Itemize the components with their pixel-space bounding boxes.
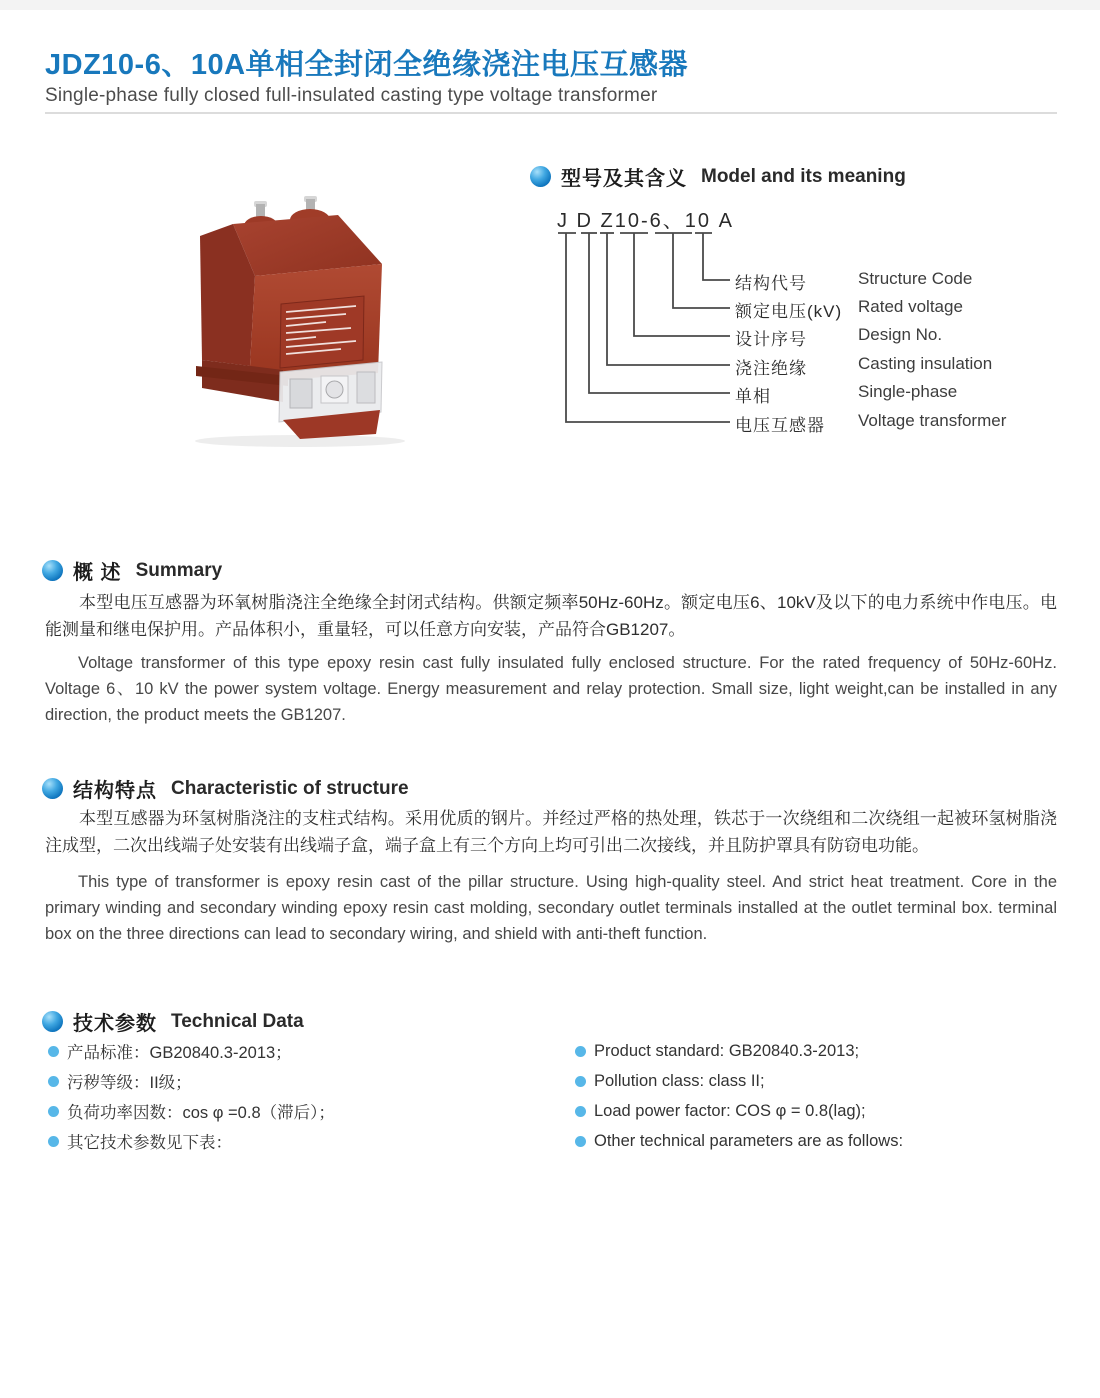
model-row	[735, 297, 1095, 319]
tech-item-cn	[48, 1070, 192, 1092]
summary-paragraph-en: Voltage transformer of this type epoxy resin cast fully insulated fully enclosed structure. For the rated frequency of 50Hz-60Hz. Voltage 6、10 kV the power system voltage. Energy measurement and relay protection. Small size, light weight,can be installed in any direction, the product meets the GB1207.	[45, 654, 1057, 724]
tech-item-text: Pollution class: class II;	[594, 1071, 765, 1090]
model-row-label-en: Structure Code	[858, 269, 973, 288]
summary-heading-cn: 概 述	[73, 562, 122, 584]
tech-item-en	[575, 1100, 866, 1122]
model-row-label-en: Rated voltage	[858, 297, 963, 316]
model-row-label-en: Single-phase	[858, 382, 958, 401]
tech-item-text: 负荷功率因数：cos φ =0.8（滞后）；	[67, 1104, 335, 1122]
model-row-label-cn: 额定电压(kV)	[735, 302, 843, 321]
model-row-label-cn: 电压互感器	[735, 416, 825, 435]
page-subtitle: Single-phase fully closed full-insulated casting type voltage transformer	[45, 85, 658, 106]
tech-item-cn	[48, 1040, 292, 1062]
technical-section-header	[42, 1007, 304, 1036]
model-row-label-cn: 单相	[735, 387, 771, 406]
tech-item-text: Load power factor: COS φ = 0.8(lag);	[594, 1101, 866, 1120]
title-block	[45, 48, 1055, 107]
model-row-label-cn: 浇注绝缘	[735, 359, 807, 378]
summary-section-header	[42, 556, 222, 585]
model-row	[735, 325, 1095, 347]
tech-item-cn	[48, 1100, 335, 1122]
sphere-icon	[42, 1011, 63, 1032]
tech-item-en	[575, 1130, 903, 1152]
dot-icon	[575, 1046, 586, 1057]
structure-paragraph-cn: 本型互感器为环氢树脂浇注的支柱式结构。采用优质的钢片。并经过严格的热处理，铁芯于一次绕组和二次绕组一起被环氢树脂浇注成型，二次出线端子处安装有出线端子盒，端子盒上有三个方向上均可引出二次接线，并且防护罩具有防窃电功能。	[45, 809, 1057, 855]
model-row-label-en: Voltage transformer	[858, 411, 1007, 430]
model-heading-en: Model and its meaning	[701, 165, 906, 187]
tech-item-en	[575, 1070, 765, 1092]
model-row-label-en: Design No.	[858, 325, 943, 344]
structure-heading-cn: 结构特点	[73, 780, 157, 802]
technical-heading-en: Technical Data	[171, 1010, 304, 1032]
summary-paragraph-cn: 本型电压互感器为环氧树脂浇注全绝缘全封闭式结构。供额定频率50Hz-60Hz。额定电压6、10kV及以下的电力系统中作电压。电能测量和继电保护用。产品体积小，重量轻，可以任意方向安装，产品符合GB1207。	[45, 593, 1057, 639]
dot-icon	[575, 1106, 586, 1117]
sphere-icon	[42, 778, 63, 799]
dot-icon	[48, 1106, 59, 1117]
sphere-icon	[42, 560, 63, 581]
dot-icon	[575, 1076, 586, 1087]
structure-section-header	[42, 774, 409, 803]
tech-item-text: 产品标准：GB20840.3-2013；	[67, 1044, 292, 1062]
model-row	[735, 354, 1095, 376]
model-code: J D Z10-6、10 A	[557, 210, 734, 232]
structure-heading-en: Characteristic of structure	[171, 777, 409, 799]
dot-icon	[48, 1136, 59, 1147]
top-gray-band	[0, 0, 1100, 10]
model-heading-cn: 型号及其含义	[561, 168, 687, 190]
model-row-label-en: Casting insulation	[858, 354, 993, 373]
model-row-label-cn: 结构代号	[735, 274, 807, 293]
tech-item-text: Product standard: GB20840.3-2013;	[594, 1041, 860, 1060]
dot-icon	[575, 1136, 586, 1147]
structure-paragraph-en: This type of transformer is epoxy resin cast of the pillar structure. Using high-quality steel. And strict heat treatment. Core in the primary winding and secondary winding epoxy resin cast molding, secondary outlet terminals installed at the outlet terminal box. terminal box on the three directions can lead to secondary wiring, and shield with anti-theft function.	[45, 873, 1057, 943]
tech-item-text: 污秽等级：II级；	[67, 1074, 192, 1092]
technical-heading-cn: 技术参数	[73, 1013, 157, 1035]
tech-item-en	[575, 1040, 859, 1062]
tech-item-cn	[48, 1130, 232, 1152]
tech-item-text: Other technical parameters are as follows:	[594, 1131, 904, 1150]
product-photo	[150, 188, 500, 454]
title-divider	[45, 112, 1057, 114]
dot-icon	[48, 1076, 59, 1087]
model-row	[735, 269, 1095, 291]
model-row-label-cn: 设计序号	[735, 330, 807, 349]
page-title: JDZ10-6、10A单相全封闭全绝缘浇注电压互感器	[45, 49, 689, 81]
dot-icon	[48, 1046, 59, 1057]
model-row	[735, 411, 1095, 433]
model-row	[735, 382, 1095, 404]
model-meaning-section	[530, 160, 1100, 455]
summary-heading-en: Summary	[135, 559, 223, 581]
tech-item-text: 其它技术参数见下表：	[67, 1134, 232, 1152]
